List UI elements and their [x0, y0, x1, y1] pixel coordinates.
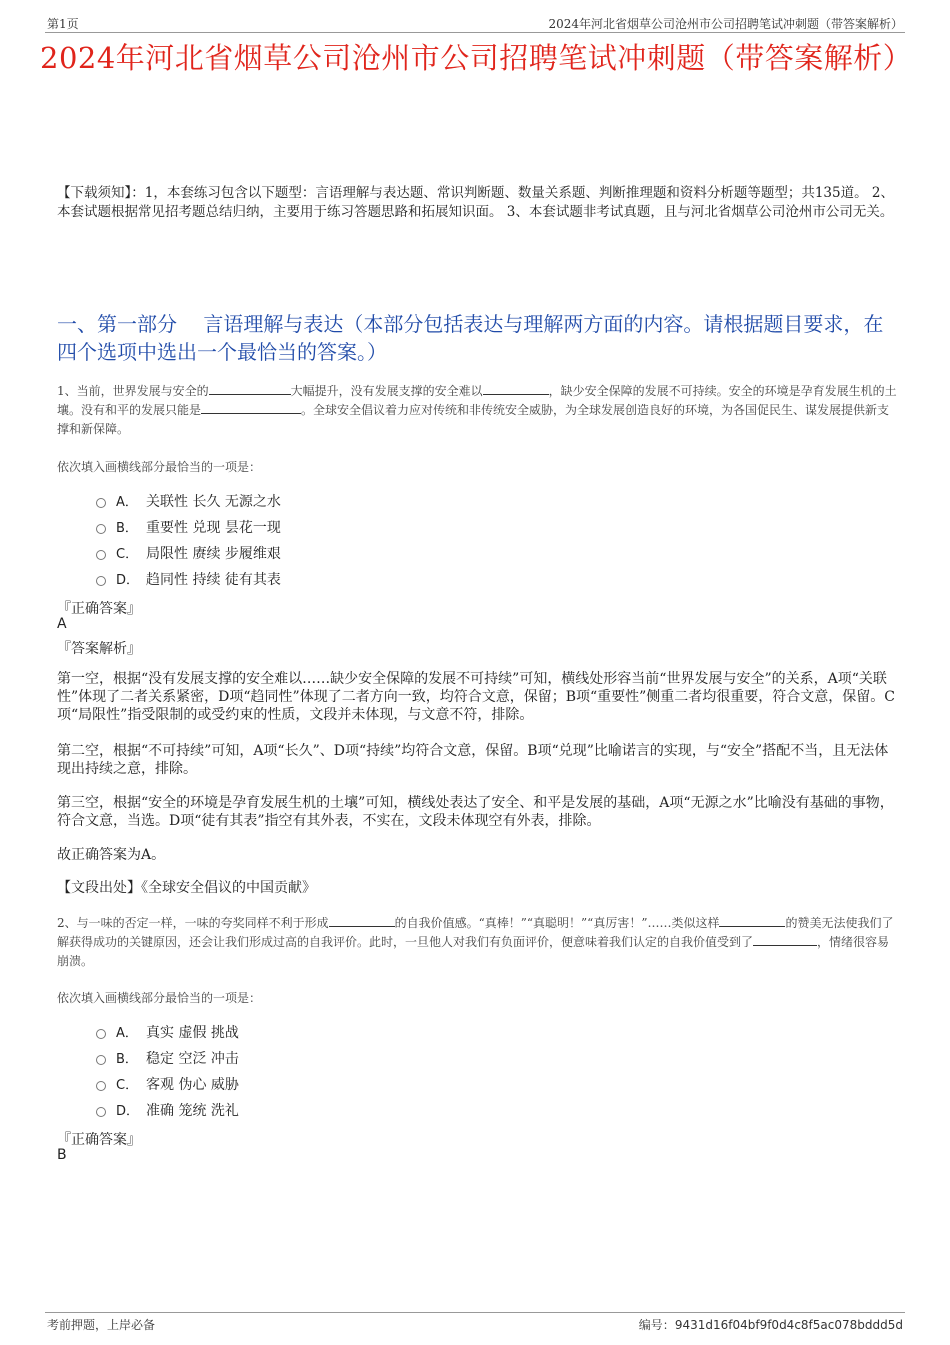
option-key: B． — [116, 1052, 138, 1067]
q2-instruction: 依次填入画横线部分最恰当的一项是： — [57, 991, 262, 1005]
option-text: 真实 虚假 挑战 — [146, 1025, 239, 1041]
page-header — [45, 12, 905, 33]
q1-analysis-para-3: 第三空，根据“安全的环境是孕育发展生机的土壤”可知，横线处表达了安全、和平是发展的基础，A项“无源之水”比喻没有基础的事物，符合文意，当选。D项“徒有其表”指空有其外表，不实在，文段未体现空有外表，排除。 — [57, 795, 894, 829]
footer-code-label: 编号： — [638, 1318, 675, 1332]
q1-option-a[interactable] — [96, 491, 281, 513]
q1-option-b[interactable] — [96, 517, 281, 539]
page-footer — [45, 1312, 905, 1335]
q1-analysis-label: 『答案解析』 — [57, 641, 141, 657]
option-text: 局限性 赓续 步履维艰 — [146, 546, 281, 562]
footer-code — [639, 1316, 903, 1333]
option-key: B． — [116, 521, 138, 536]
q1-answer-label: 『正确答案』 — [57, 601, 141, 617]
option-key: C． — [116, 1078, 139, 1093]
option-key: D． — [116, 1104, 140, 1119]
section-title: 一、第一部分 言语理解与表达（本部分包括表达与理解两方面的内容。请根据题目要求，在四个选项中选出一个最恰当的答案。） — [57, 312, 884, 364]
q2-text-part: 的赞美无法使我们了解获得成功的关键原因，还会让我们形成过高的自我评价。此时，一旦他人对我们有负面评价，便意味着我们认定的自我价值受到了 — [57, 916, 894, 949]
blank-line — [201, 401, 301, 414]
q2-text-part: ，情绪很容易崩溃。 — [57, 935, 890, 968]
q2-text-part: 2、与一味的否定一样，一味的夸奖同样不利于形成 — [57, 916, 329, 930]
blank-line — [329, 914, 395, 927]
option-key: A． — [116, 495, 138, 510]
q1-analysis-para-2: 第二空，根据“不可持续”可知，A项“长久”、D项“持续”均符合文意，保留。B项“兑现”比喻诺言的实现，与“安全”搭配不当，且无法体现出持续之意，排除。 — [57, 743, 889, 777]
option-text: 重要性 兑现 昙花一现 — [146, 520, 281, 536]
download-notice: 【下载须知】：1，本套练习包含以下题型：言语理解与表达题、常识判断题、数量关系题、判断推理题和资料分析题等题型；共135道。 2、本套试题根据常见招考题总结归纳，主要用于练习答题思路和拓展知识面。 3、本套试题非考试真题，且与河北省烟草公司沧州市公司无关。 — [57, 185, 894, 220]
radio-icon[interactable] — [96, 498, 106, 508]
footer-code-value: 9431d16f04bf9f0d4c8f5ac078bddd5d — [674, 1318, 903, 1332]
radio-icon[interactable] — [96, 550, 106, 560]
q2-option-c[interactable] — [96, 1074, 239, 1096]
option-text: 准确 笼统 洗礼 — [146, 1103, 239, 1119]
page-number: 第1页 — [47, 17, 79, 31]
q1-option-d[interactable] — [96, 569, 281, 591]
radio-icon[interactable] — [96, 1029, 106, 1039]
q1-option-c[interactable] — [96, 543, 281, 565]
q2-option-b[interactable] — [96, 1048, 239, 1070]
q2-option-d[interactable] — [96, 1100, 239, 1122]
q2-option-a[interactable] — [96, 1022, 239, 1044]
q1-analysis-conclusion: 故正确答案为A。 — [57, 847, 166, 863]
q1-source: 【文段出处】《全球安全倡议的中国贡献》 — [57, 880, 316, 896]
q1-instruction: 依次填入画横线部分最恰当的一项是： — [57, 460, 262, 474]
question-2-text — [57, 914, 899, 971]
page-title: 2024年河北省烟草公司沧州市公司招聘笔试冲刺题（带答案解析） — [40, 41, 913, 75]
blank-line — [719, 914, 785, 927]
q1-answer: A — [57, 616, 67, 632]
question-1-text — [57, 382, 899, 439]
option-text: 关联性 长久 无源之水 — [146, 494, 281, 510]
q2-answer: B — [57, 1147, 67, 1163]
blank-line — [209, 382, 291, 395]
q2-text-part: 的自我价值感。“真棒！”“真聪明！”“真厉害！”……类似这样 — [394, 916, 720, 930]
radio-icon[interactable] — [96, 1107, 106, 1117]
radio-icon[interactable] — [96, 576, 106, 586]
radio-icon[interactable] — [96, 524, 106, 534]
q1-analysis-para-1: 第一空，根据“没有发展支撑的安全难以……缺少安全保障的发展不可持续”可知，横线处形容当前“世界发展与安全”的关系，A项“关联性”体现了二者关系紧密，D项“趋同性”体现了二者方向一致，均符合文意，保留；B项“重要性”侧重二者均很重要，符合文意，保留。C项“局限性”指受限制的或受约束的性质，文段并未体现，与文意不符，排除。 — [57, 671, 896, 723]
q1-text-part: 大幅提升，没有发展支撑的安全难以 — [290, 384, 483, 398]
option-key: A． — [116, 1026, 138, 1041]
header-doc-title: 2024年河北省烟草公司沧州市公司招聘笔试冲刺题（带答案解析） — [548, 17, 903, 31]
q2-answer-label: 『正确答案』 — [57, 1132, 141, 1148]
option-key: D． — [116, 573, 140, 588]
option-text: 稳定 空泛 冲击 — [146, 1051, 239, 1067]
option-key: C． — [116, 547, 139, 562]
option-text: 趋同性 持续 徒有其表 — [146, 572, 281, 588]
radio-icon[interactable] — [96, 1055, 106, 1065]
footer-slogan: 考前押题，上岸必备 — [47, 1318, 156, 1332]
blank-line — [483, 382, 549, 395]
q1-text-part: ，缺少安全保障的发展不可持续。安全的环境是孕育发展生机的土壤。没有和平的发展只能是 — [57, 384, 897, 417]
option-text: 客观 伪心 威胁 — [146, 1077, 239, 1093]
blank-line — [753, 933, 817, 946]
q1-text-part: 。全球安全倡议着力应对传统和非传统安全威胁，为全球发展创造良好的环境，为各国促民生、谋发展提供新支撑和新保障。 — [57, 403, 890, 436]
radio-icon[interactable] — [96, 1081, 106, 1091]
q1-text-part: 1、当前，世界发展与安全的 — [57, 384, 209, 398]
